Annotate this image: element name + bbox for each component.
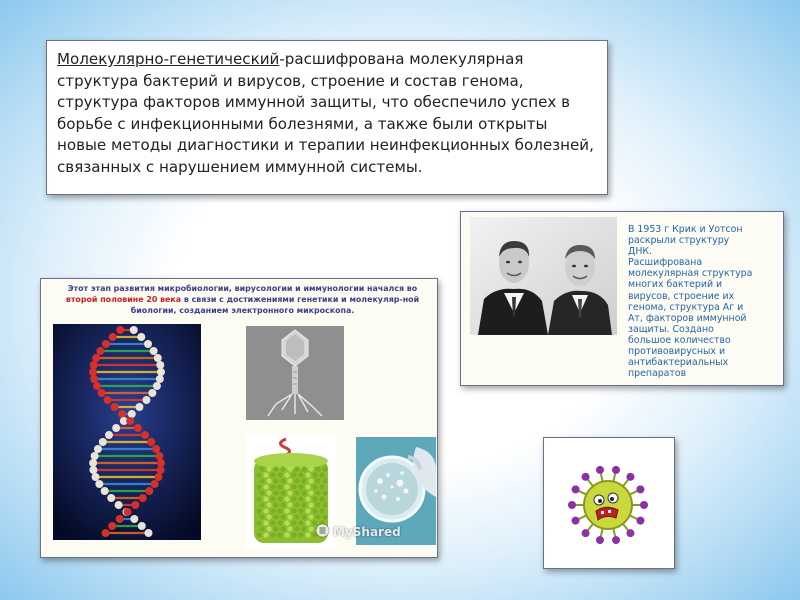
main-paragraph [57, 49, 597, 178]
crick-line: генома, структура Аг и [628, 301, 744, 313]
dna-helix-image [53, 324, 201, 540]
crick-line: раскрыли структуру [628, 235, 730, 247]
crick-line: Ат, факторов иммунной [628, 312, 747, 324]
crick-line: Расшифрована [628, 257, 703, 269]
crick-line: В 1953 г Крик и Уотсон [628, 224, 743, 235]
crick-line: большое количество [628, 334, 731, 346]
myshared-watermark: MyShared [333, 525, 401, 539]
caption-part: Этот этап развития микробиологии, вирусологии и иммунологии начался во [67, 284, 418, 293]
crick-watson-text [628, 224, 778, 379]
crick-line: молекулярная структура [628, 268, 753, 280]
virus-cartoon-icon [544, 438, 674, 568]
virus-cartoon-panel [543, 437, 675, 569]
main-body-text: -расшифрована молекулярная структура бактерий и вирусов, строение и состав генома, структура факторов иммунной защиты, что обеспечило успех в борьбе с инфекционными болезнями, а также были открыты новые методы диагностики и терапии неинфекционных болезней, связанных с нарушением иммунной системы. [57, 50, 594, 176]
bacteriophage-image [246, 326, 344, 420]
crick-line: вирусов, строение их [628, 290, 735, 302]
crick-line: препаратов [628, 368, 687, 380]
crick-line: защиты. Создано [628, 323, 714, 335]
crick-line: многих бактерий и [628, 279, 723, 291]
crick-watson-photo [470, 217, 617, 335]
crick-line: ДНК. [628, 246, 653, 258]
text-panel [46, 40, 608, 195]
caption-highlight: второй половине 20 века [65, 295, 182, 305]
crick-watson-panel [460, 211, 784, 386]
term-label: Молекулярно-генетический [57, 50, 280, 68]
microbiology-caption [55, 283, 430, 316]
microbiology-panel [40, 278, 438, 558]
crick-line: антибактериальных [628, 357, 729, 369]
crick-line: противовирусных и [628, 346, 726, 358]
caption-part: в связи с достижениями генетики и молекуляр-ной биологии, созданием электронного микроскопа. [130, 295, 420, 316]
myshared-logo-icon [315, 523, 330, 538]
